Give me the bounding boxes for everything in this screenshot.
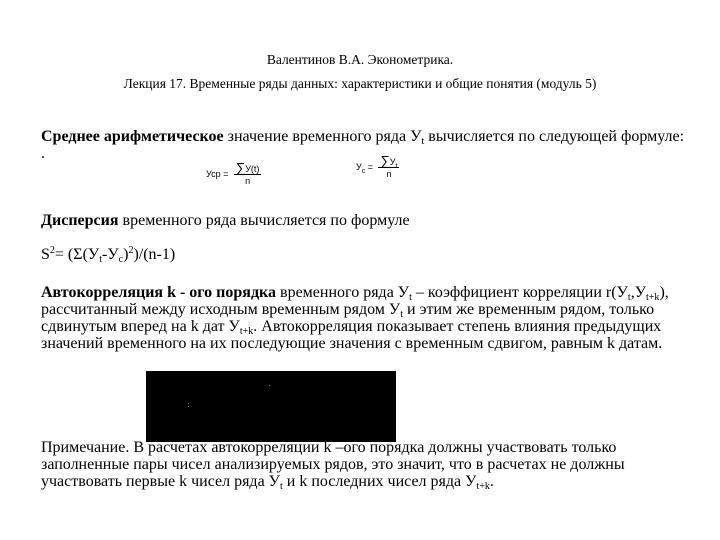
mean-dot: . [41, 145, 45, 162]
mean-formula-1: Уср = $\frac{\sum У(t)}{n}$ [206, 160, 260, 186]
dispersion-paragraph: Дисперсия временного ряда вычисляется по формуле [41, 212, 410, 229]
mean-formula-2: $У_c$ = $\frac{\sum У_t}{n}$ [356, 153, 398, 179]
header-subtitle: Лекция 17. Временные ряды данных: характеристики и общие понятия (модуль 5) [123, 76, 597, 91]
autocorrelation-paragraph: Автокорреляция k - ого порядка временного ряда $У_t$ – коэффициент корреляции $r(У_t,У_{t+k})$, рассчитанный между исходным временным рядом $У_t$ и этим же временным рядом, только сдвинутым вперед на k дат $У_{t+k}$. Автокорреляция показывает степень влияния предыдущих значений временного на их последующие значения с временным сдвигом, равным k датам. [41, 284, 669, 352]
note-paragraph: Примечание. В расчетах автокорреляции k –ого порядка должны участвовать только заполненные пары чисел анализируемых рядов, это значит, что в расчетах не должны участвовать первые k чисел ряда $У_t$ и k последних чисел ряда $У_{t+k}$. [41, 439, 625, 492]
mean-term: Среднее арифметическое [41, 128, 224, 145]
header-title: Валентинов В.А. Эконометрика. [266, 52, 454, 67]
autocorrelation-term: Автокорреляция k - ого порядка [41, 284, 277, 301]
variance-formula: $S^2= (\Sigma(У_t-У_c)^2)/(n-1)$ [41, 245, 176, 265]
mean-paragraph: Среднее арифметическое значение временного ряда $У_t$ вычисляется по следующей формуле: . [41, 128, 685, 162]
black-image-placeholder [146, 371, 396, 442]
dispersion-term: Дисперсия [41, 212, 119, 229]
